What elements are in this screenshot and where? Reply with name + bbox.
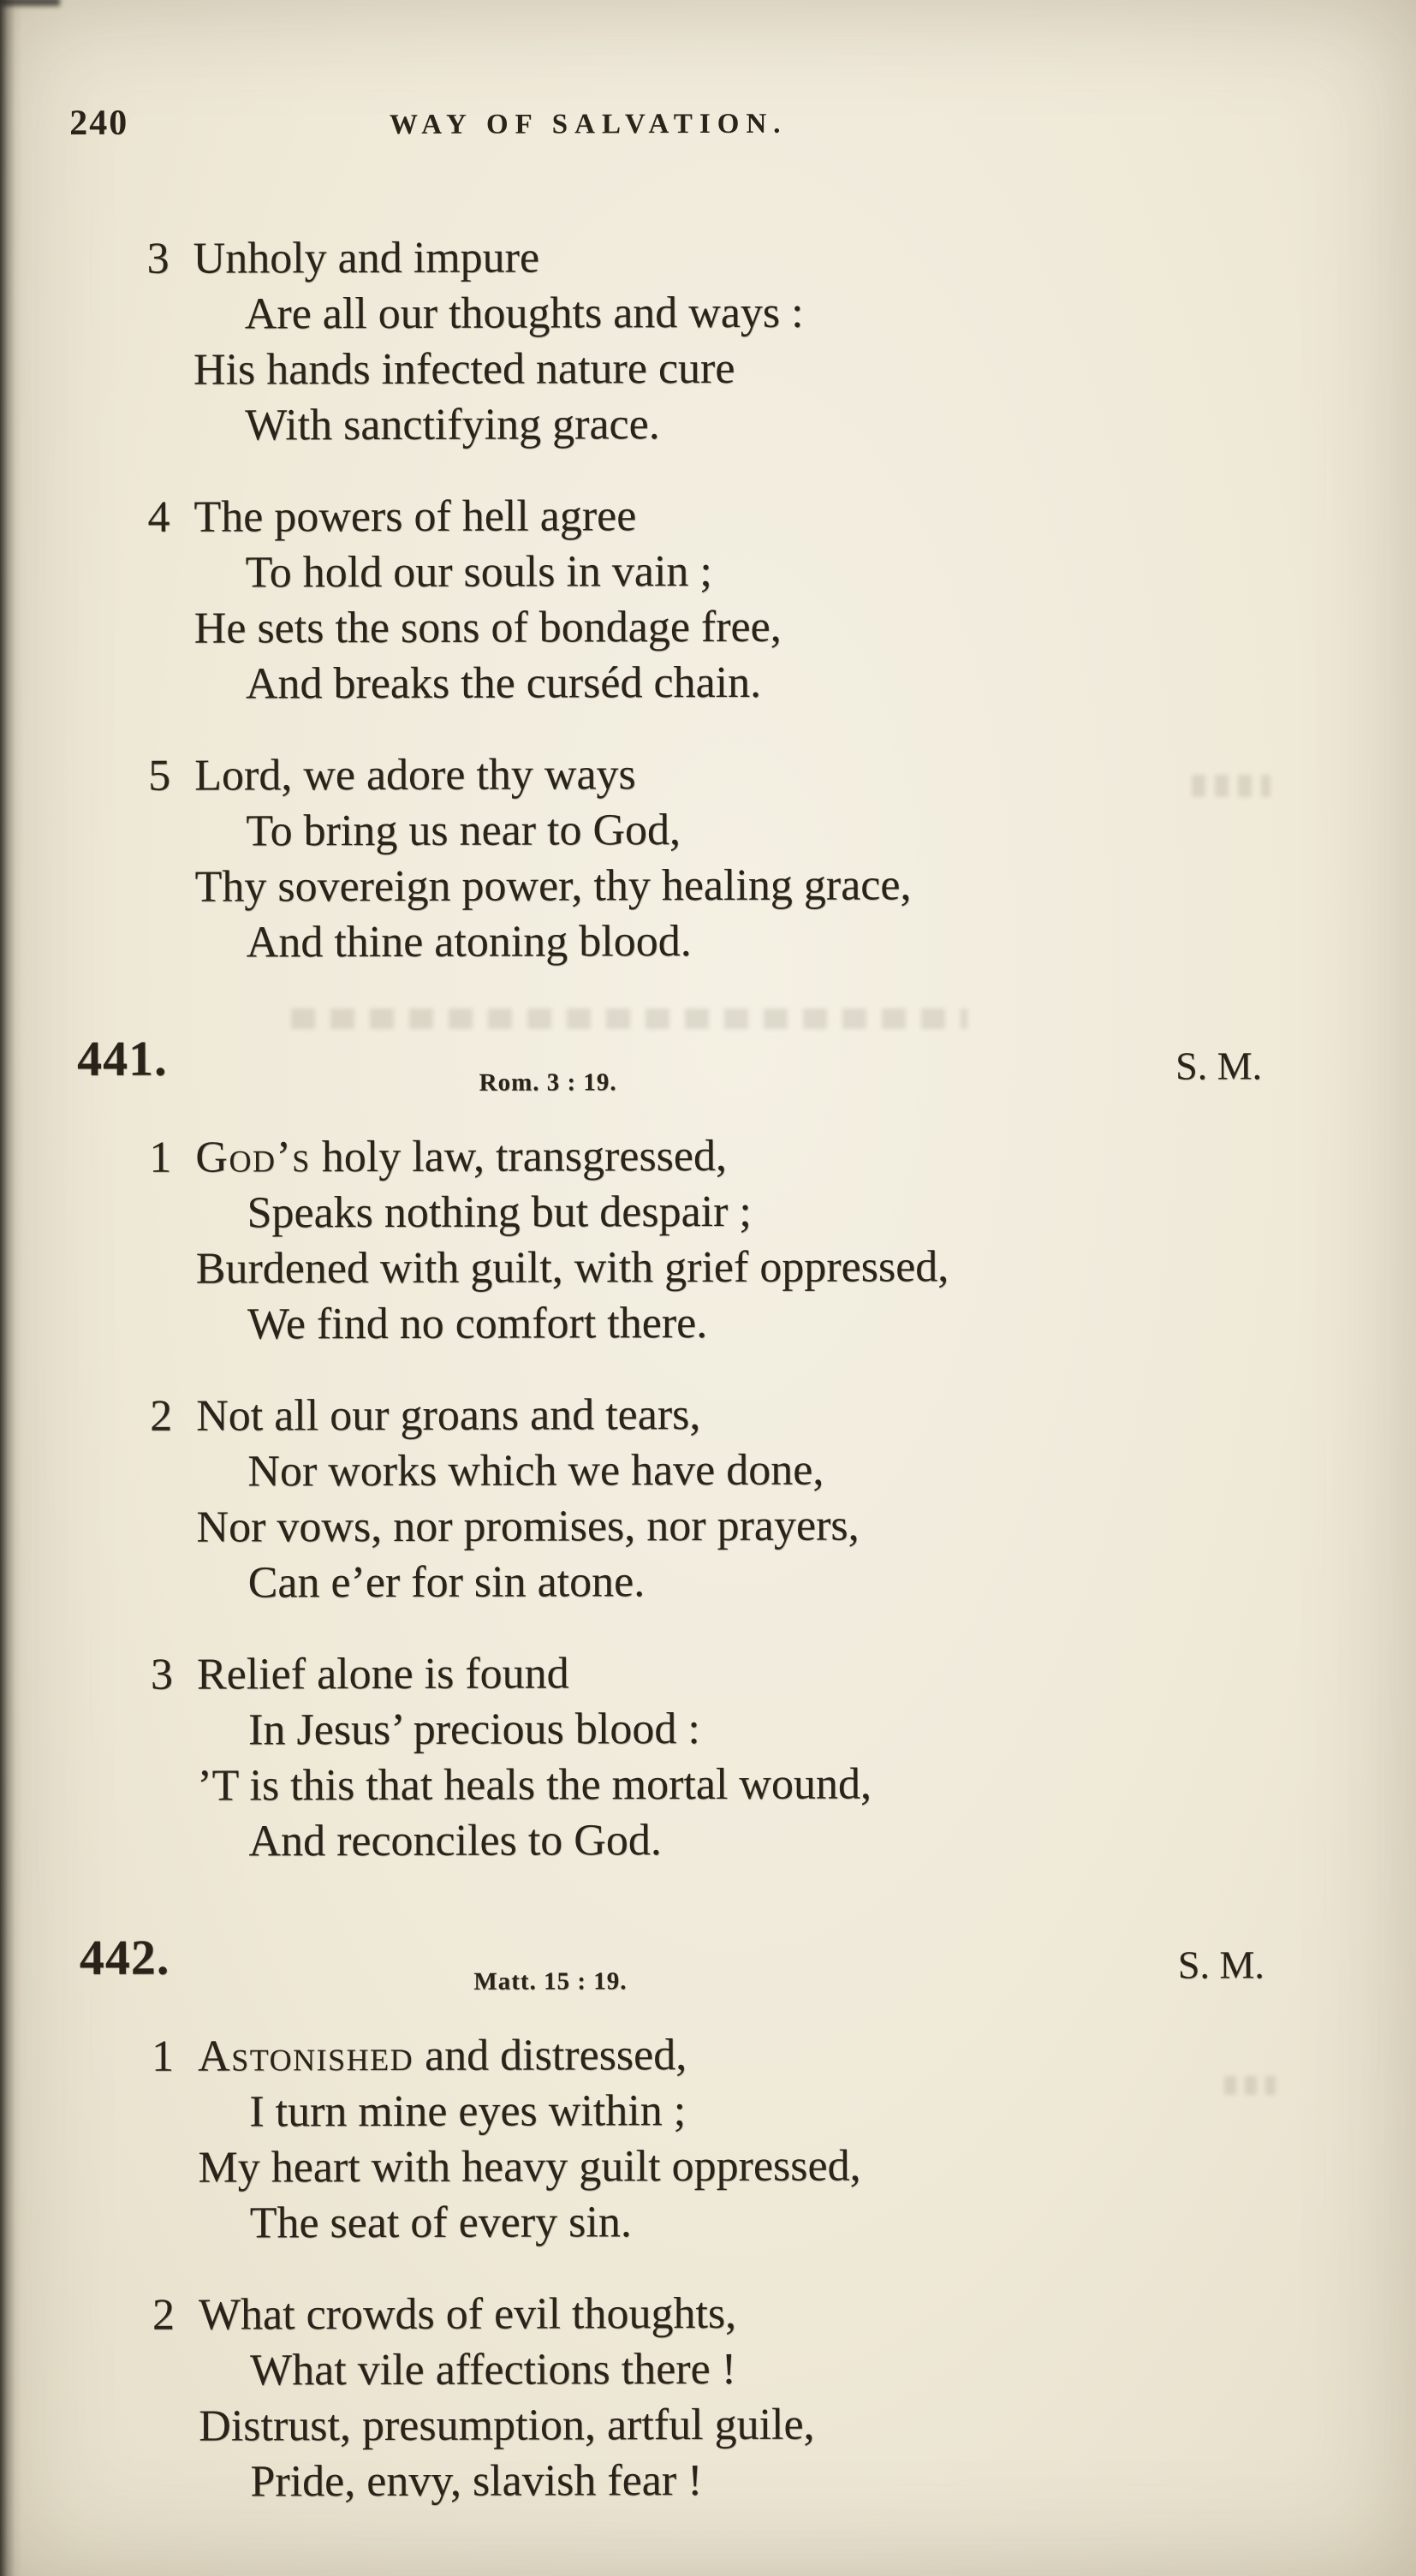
- verse-line: What vile affections there !: [250, 2344, 737, 2395]
- verse-line: Relief alone is found: [196, 1649, 569, 1699]
- verse-number: 2: [150, 1391, 173, 1441]
- verse-number: 1: [149, 1133, 172, 1182]
- first-line-rest: holy law, transgressed,: [310, 1131, 728, 1182]
- verse: [148, 2026, 1288, 2251]
- verse-line: In Jesus’ precious blood :: [248, 1704, 700, 1755]
- hymn-heading: [76, 1003, 1284, 1129]
- verse: [144, 486, 1283, 711]
- verse-line: [146, 1127, 1284, 1185]
- verse-line: Distrust, presumption, artful guile,: [199, 2400, 815, 2451]
- verse-line: Lord, we adore thy ways: [194, 750, 636, 800]
- hymn-meter: S. M.: [1175, 1044, 1263, 1088]
- verse-line: Speaks nothing but despair ;: [247, 1187, 752, 1238]
- verse-line: I turn mine eyes within ;: [249, 2086, 687, 2137]
- verse-number: 4: [147, 492, 170, 542]
- verse-line: Nor vows, nor promises, nor prayers,: [196, 1501, 860, 1552]
- verse: [147, 1644, 1287, 1869]
- verse-number: 3: [146, 234, 170, 283]
- verse-line: His hands infected nature cure: [193, 343, 735, 395]
- verse-line: Nor works which we have done,: [247, 1445, 824, 1496]
- page-number: 240: [69, 103, 129, 143]
- verse-line: Burdened with guilt, with grief oppressed,: [195, 1242, 949, 1294]
- verse-line: ’T is this that heals the mortal wound,: [197, 1759, 872, 1811]
- running-header: [0, 99, 1413, 154]
- hymn-number: 442.: [79, 1929, 170, 1985]
- verse-line: He sets the sons of bondage free,: [193, 602, 782, 653]
- hymn-reference: Matt. 15 : 19.: [473, 1967, 628, 1996]
- verse: [144, 228, 1283, 453]
- hymn-reference: Rom. 3 : 19.: [479, 1068, 617, 1097]
- hymn-heading: [79, 1902, 1287, 2028]
- page-left-edge-shadow: [0, 0, 22, 2576]
- verse-line: Can e’er for sin atone.: [247, 1557, 646, 1608]
- verse: [146, 1385, 1286, 1610]
- lead-word: Astonished: [198, 2031, 414, 2081]
- hymn-meter: S. M.: [1177, 1942, 1264, 1987]
- verse-number: 2: [152, 2290, 176, 2340]
- verse-line: And thine atoning blood.: [246, 917, 692, 967]
- verse-line: My heart with heavy guilt oppressed,: [198, 2141, 861, 2192]
- verse-number: 1: [152, 2032, 175, 2081]
- verse-number: 5: [148, 751, 171, 800]
- verse-line: The powers of hell agree: [193, 491, 637, 542]
- lead-word: God’s: [195, 1133, 311, 1182]
- verse-line: [148, 2026, 1287, 2084]
- page-top-edge-mark: [0, 0, 60, 6]
- running-head-title: WAY OF SALVATION.: [389, 108, 788, 140]
- verse-line: What crowds of evil thoughts,: [198, 2288, 737, 2340]
- verse-line: To hold our souls in vain ;: [245, 546, 712, 598]
- verse: [149, 2284, 1288, 2509]
- verse: [145, 745, 1284, 970]
- hymn-text-block: [76, 228, 1288, 2545]
- verse-line: And reconciles to God.: [248, 1816, 662, 1866]
- verse-line: Pride, envy, slavish fear !: [250, 2456, 703, 2507]
- verse-line: Unholy and impure: [193, 233, 540, 283]
- first-line-rest: and distressed,: [413, 2031, 687, 2080]
- verse-line: With sanctifying grace.: [245, 400, 660, 450]
- verse-line: Thy sovereign power, thy healing grace,: [194, 860, 912, 912]
- verse-number: 3: [150, 1650, 174, 1699]
- verse-line: To bring us near to God,: [246, 806, 681, 856]
- verse-line: Not all our groans and tears,: [196, 1390, 701, 1441]
- verse-line: We find no comfort there.: [247, 1299, 708, 1349]
- verse-line: The seat of every sin.: [249, 2198, 632, 2248]
- verse-line: Are all our thoughts and ways :: [244, 288, 804, 339]
- hymn-number: 441.: [76, 1030, 168, 1086]
- verse: [146, 1127, 1285, 1352]
- verse-line: And breaks the curséd chain.: [245, 657, 762, 709]
